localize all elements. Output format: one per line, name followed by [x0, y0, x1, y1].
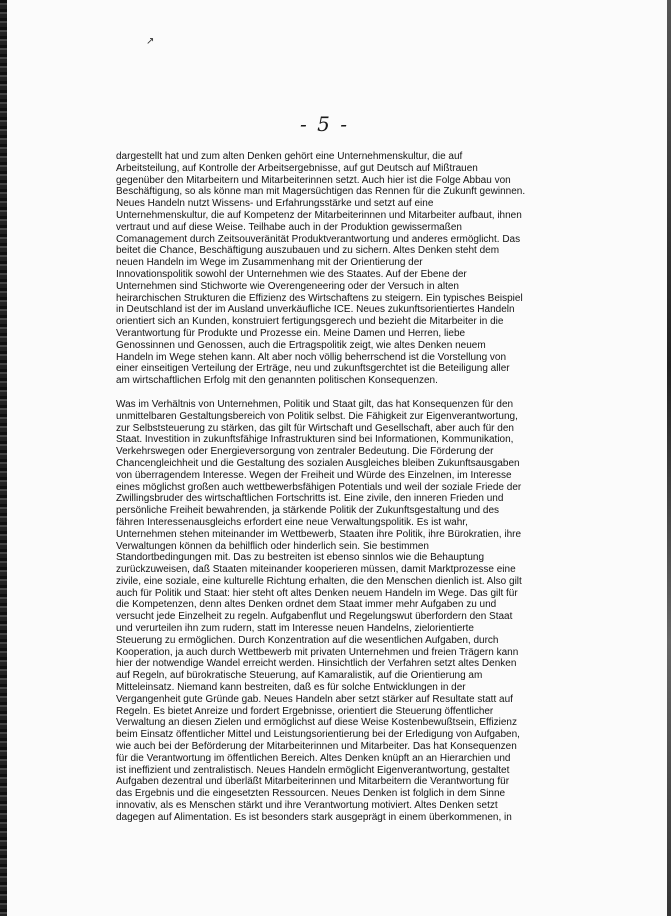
text-line: Comanagement durch Zeitsouveränität Produktverantwortung und anderes ermöglicht. Das	[116, 233, 521, 245]
page-number: - 5 -	[300, 112, 349, 136]
text-line: Verantwortung für Produkte und Prozesse ein. Meine Damen und Herren, liebe	[116, 327, 466, 339]
text-line: Innovationspolitik sowohl der Unternehmen wie des Staates. Auf der Ebene der	[116, 268, 467, 280]
text-line: zur Selbststeuerung zu stärken, das gilt für Wirtschaft und Gesellschaft, aber auch für den	[116, 422, 514, 434]
text-line: Genossinnen und Genossen, auch die Ertragspolitik zeigt, wie altes Denken neuem	[116, 339, 486, 351]
text-line: beitet die Chance, Beschäftigung auszubauen und zu sichern. Altes Denken steht dem	[116, 245, 500, 257]
text-line: auch für Politik und Staat: hier steht oft altes Denken neuem Handeln im Wege. Das gilt für	[116, 587, 518, 599]
text-line: Mitteleinsatz. Niemand kann bestreiten, daß es für solche Entwicklungen in der	[116, 682, 466, 694]
paragraph-2	[116, 399, 524, 824]
text-line: Verkehrswegen oder Energieversorgung von zentraler Bedeutung. Die Förderung der	[116, 446, 494, 458]
text-line: dagegen auf Alimentation. Es ist besonders stark ausgeprägt in einem überkommenen, in	[116, 811, 512, 823]
text-line: versucht jede Einzelheit zu regeln. Aufgabenflut und Regelungswut überfordern den Staat	[116, 611, 513, 623]
text-line: Chancengleichheit und die Gestaltung des sozialen Ausgleiches bleiben Zukunftsausgaben	[116, 457, 520, 469]
text-line: Handeln im Wege stehen kann. Alt aber noch völlig beherrschend ist die Vorstellung von	[116, 351, 507, 363]
text-line: für die Verantwortung im öffentlichen Bereich. Altes Denken knüpft an an Hierarchien und	[116, 752, 511, 764]
text-line: eines möglichst großen auch wettbewerbsfähigen Potentials und weil der soziale Friede der	[116, 481, 522, 493]
text-line: Neues Handeln nutzt Wissens- und Erfahrungsstärke und setzt auf eine	[116, 198, 434, 210]
text-line: dargestellt hat und zum alten Denken gehört eine Unternehmenskultur, die auf	[116, 151, 463, 162]
scan-edge-left	[0, 0, 7, 916]
paragraph-1	[116, 151, 524, 387]
text-line: hier der notwendige Wandel erreicht werden. Hinsichtlich der Verfahren setzt altes Denken	[116, 658, 517, 670]
text-line: zivile, eine soziale, eine kulturelle Richtung erhalten, die den Menschen dienlich ist. Also gilt	[116, 575, 522, 587]
text-line: Kooperation, ja auch durch Wettbewerb mit privaten Unternehmen und freien Trägern kann	[116, 646, 519, 658]
text-line: neuen Handeln im Wege im Zusammenhang mit der Orientierung der	[116, 257, 423, 269]
text-line: fähren Interessenausgleichs erfordert eine neue Verwaltungspolitik. Es ist wahr,	[116, 516, 468, 528]
text-line: Unternehmenskultur, die auf Kompetenz der Mitarbeiterinnen und Mitarbeiter aufbaut, ihnen	[116, 209, 522, 221]
text-line: unmittelbaren Gestaltungsbereich von Politik selbst. Die Fähigkeit zur Eigenverantwortung,	[116, 410, 518, 422]
text-line: Unternehmen sind Stichworte wie Overengeneering oder der Versuch in alten	[116, 280, 459, 292]
text-line: Steuerung zu ermöglichen. Durch Konzentration auf die wesentlichen Aufgaben, durch	[116, 634, 499, 646]
text-line: Regeln. Es bietet Anreize und fordert Ergebnisse, orientiert die Steuerung öffentlicher	[116, 705, 494, 717]
text-line: innovativ, als es Menschen stärkt und ihre Verantwortung motiviert. Altes Denken setzt	[116, 800, 498, 812]
text-line: Arbeitsteilung, auf Kontrolle der Arbeitsergebnisse, auf gut Deutsch auf Mißtrauen	[116, 162, 478, 174]
text-line: Verwaltung an diesen Zielen und ermöglichst auf diese Weise Kostenbewußtsein, Effizienz	[116, 717, 517, 729]
text-line: Verwaltungen können da behilflich oder hinderlich sein. Sie bestimmen	[116, 540, 429, 552]
text-line: zurückzuweisen, daß Staaten miteinander kooperieren müssen, damit Marktprozesse eine	[116, 564, 516, 576]
text-line: in Deutschland ist der im Ausland unverkäufliche ICE. Neues zukunftsorientiertes Handeln	[116, 304, 515, 316]
text-line: wie auch bei der Beförderung der Mitarbeiterinnen und Mitarbeiter. Das hat Konsequenzen	[116, 741, 517, 753]
text-line: auf Regeln, auf bürokratische Steuerung, auf Kamaralistik, auf die Orientierung am	[116, 670, 483, 682]
text-line: und verurteilen ihn zum rudern, statt im Interesse neuen Handelns, zielorientierte	[116, 623, 474, 635]
text-line: Beschäftigung, so als könne man mit Magersüchtigen das Rennen für die Zukunft gewinnen.	[116, 186, 526, 198]
text-line: die Kompetenzen, denn altes Denken ordnet dem Staat immer mehr Aufgaben zu und	[116, 599, 497, 611]
text-line: gegenüber den Mitarbeitern und Mitarbeiterinnen setzt. Auch hier ist die Folge Abbau von	[116, 174, 511, 186]
text-line: Zwillingsbruder des wirtschaftlichen Fortschritts ist. Eine zivile, den inneren Frieden und	[116, 493, 504, 505]
text-line: persönliche Freiheit bewahrenden, ja stärkende Politik der Zukunftsgestaltung und des	[116, 505, 500, 517]
text-line: das Ergebnis und die eingesetzten Ressourcen. Neues Denken ist folglich in dem Sinne	[116, 788, 506, 800]
text-line: Standortbedingungen mit. Das zu bestreiten ist ebenso sinnlos wie die Behauptung	[116, 552, 485, 564]
text-line: Unternehmen stehen miteinander im Wettbewerb, Staaten ihre Politik, ihre Bürokratien, ihre	[116, 528, 522, 540]
text-line: heirarchischen Strukturen die Effizienz des Wirtschaftens zu steigern. Ein typisches Beispiel	[116, 292, 523, 304]
text-line: vertraut und auf diese Weise. Teilhabe auch in der Produktion gewissermaßen	[116, 221, 462, 233]
text-line: Staat. Investition in zukunftsfähige Infrastrukturen sind bei Informationen, Kommunikation,	[116, 434, 514, 446]
text-line: am wirtschaftlichen Erfolg mit den genannten politischen Konsequenzen.	[116, 375, 438, 387]
text-line: beim Einsatz öffentlicher Mittel und Leistungsorientierung bei der Erledigung von Aufgaben,	[116, 729, 520, 741]
text-line: Vergangenheit gute Gründe gab. Neues Handeln aber setzt stärker auf Resultate statt auf	[116, 693, 513, 705]
text-line: von überragendem Interesse. Wegen der Freiheit und Würde des Einzelnen, im Interesse	[116, 469, 512, 481]
text-line: einer einseitigen Verteilung der Erträge, neu und zukunftsgerchtet ist die Beteiligung aller	[116, 363, 510, 375]
text-line: Was im Verhältnis von Unternehmen, Politik und Staat gilt, das hat Konsequenzen für den	[116, 398, 514, 410]
scan-edge-right	[667, 0, 671, 916]
corner-mark: ↗	[146, 36, 155, 47]
text-line: orientiert sich an Kunden, konstruiert fertigungsgerech und bezieht die Mitarbeiter in die	[116, 316, 504, 328]
body-text	[116, 151, 524, 824]
text-line: ist ineffizient und zentralistisch. Neues Handeln ermöglicht Eigenverantwortung, gestaltet	[116, 764, 510, 776]
text-line: Aufgaben dezentral und überläßt Mitarbeiterinnen und Mitarbeitern die Verantwortung für	[116, 776, 510, 788]
